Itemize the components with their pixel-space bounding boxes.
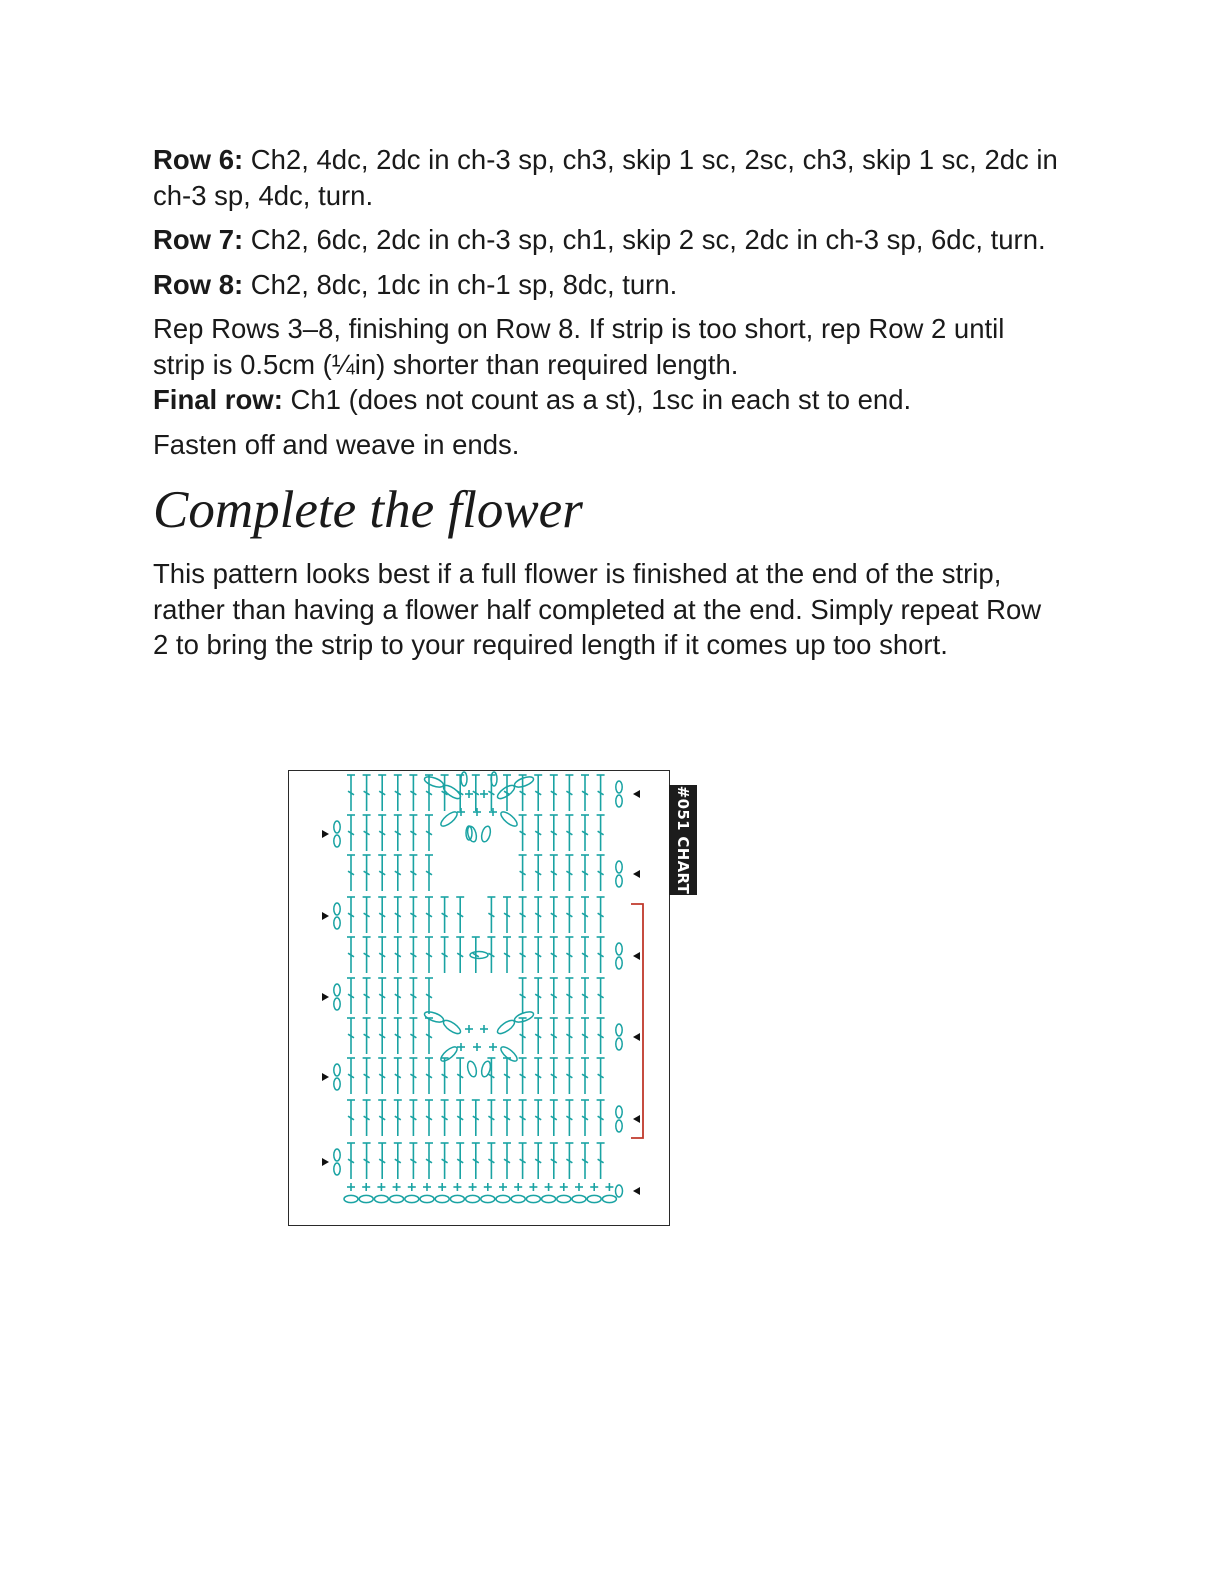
- chain-stitch: [439, 1045, 459, 1064]
- chain-stitch: [344, 1195, 358, 1202]
- chain-stitch: [616, 781, 622, 793]
- chain-stitch: [616, 861, 622, 873]
- chain-stitch: [334, 917, 340, 929]
- chain-stitch: [374, 1195, 388, 1202]
- chain-stitch: [359, 1195, 373, 1202]
- chain-stitch: [499, 810, 519, 829]
- chain-stitch: [616, 1038, 622, 1050]
- chain-stitch: [435, 1195, 449, 1202]
- chain-stitch: [334, 1078, 340, 1090]
- chain-stitch: [616, 875, 622, 887]
- chain-stitch: [334, 903, 340, 915]
- chart-tab-label: #051 CHART: [674, 785, 692, 895]
- chain-stitch: [334, 835, 340, 847]
- row-6-instruction: [153, 142, 1063, 213]
- chain-stitch: [602, 1195, 616, 1202]
- row-direction-arrow: [322, 1073, 329, 1081]
- chain-stitch: [334, 1149, 340, 1161]
- chain-stitch: [423, 775, 445, 789]
- chain-stitch: [616, 1120, 622, 1132]
- chain-stitch: [423, 1010, 445, 1024]
- row-text: Ch2, 6dc, 2dc in ch-3 sp, ch1, skip 2 sc, 2dc in ch-3 sp, 6dc, turn.: [243, 224, 1046, 255]
- final-row-instruction: [153, 382, 1063, 418]
- chain-stitch: [480, 825, 492, 843]
- row-text: Ch1 (does not count as a st), 1sc in each st to end.: [282, 384, 912, 415]
- chain-stitch: [334, 984, 340, 996]
- chain-stitch: [616, 957, 622, 969]
- row-label: Final row:: [153, 384, 283, 415]
- chain-stitch: [572, 1195, 586, 1202]
- row-7-instruction: [153, 222, 1063, 258]
- chain-stitch: [405, 1195, 419, 1202]
- fasten-off-instruction: Fasten off and weave in ends.: [153, 428, 520, 460]
- chain-stitch: [439, 810, 459, 829]
- chain-stitch: [511, 1195, 525, 1202]
- row-direction-arrow: [322, 1158, 329, 1166]
- chain-stitch: [470, 952, 488, 959]
- chain-stitch: [526, 1195, 540, 1202]
- pattern-text: [153, 142, 1063, 672]
- chain-stitch: [496, 1018, 517, 1036]
- chain-stitch: [499, 1045, 519, 1064]
- chain-stitch: [587, 1195, 601, 1202]
- chain-stitch: [420, 1195, 434, 1202]
- row-direction-arrow: [633, 870, 640, 878]
- chain-stitch: [616, 1106, 622, 1118]
- chain-stitch: [542, 1195, 556, 1202]
- section-heading: Complete the flower: [153, 481, 583, 539]
- chain-stitch: [513, 775, 535, 789]
- row-direction-arrow: [633, 790, 640, 798]
- row-label: Row 8:: [153, 268, 244, 300]
- chain-stitch: [616, 943, 622, 955]
- chain-stitch: [481, 1195, 495, 1202]
- row-label: Row 6:: [153, 144, 244, 175]
- chain-stitch: [461, 772, 467, 786]
- stitch-chart-graphic: [289, 771, 669, 1225]
- chain-stitch: [334, 1163, 340, 1175]
- row-text: Ch2, 8dc, 1dc in ch-1 sp, 8dc, turn.: [243, 268, 678, 300]
- row-direction-arrow: [322, 830, 329, 838]
- repeat-bracket: [625, 900, 649, 1145]
- chain-stitch: [513, 1010, 535, 1024]
- repeat-instruction: Rep Rows 3–8, finishing on Row 8. If strip is too short, rep Row 2 until strip is 0.5cm (¼in) shorter than required length.: [153, 313, 1005, 380]
- row-direction-arrow: [322, 993, 329, 1001]
- chain-stitch: [616, 795, 622, 807]
- chain-stitch: [466, 1060, 478, 1078]
- row-direction-arrow: [322, 912, 329, 920]
- stitch-chart: [288, 770, 670, 1226]
- chain-stitch: [390, 1195, 404, 1202]
- row-label: Row 7:: [153, 224, 244, 255]
- chain-stitch: [557, 1195, 571, 1202]
- chain-stitch: [450, 1195, 464, 1202]
- chain-stitch: [334, 998, 340, 1010]
- chain-stitch: [334, 1064, 340, 1076]
- row-8-instruction: [153, 267, 1063, 303]
- row-text: Ch2, 4dc, 2dc in ch-3 sp, ch3, skip 1 sc, 2sc, ch3, skip 1 sc, 2dc in ch-3 sp, 4dc, turn.: [153, 144, 1058, 211]
- chain-stitch: [442, 1018, 463, 1036]
- chain-stitch: [334, 821, 340, 833]
- row-direction-arrow: [633, 1187, 640, 1195]
- chain-stitch: [616, 1185, 623, 1197]
- chain-stitch: [496, 1195, 510, 1202]
- chain-stitch: [466, 1195, 480, 1202]
- chart-frame: [288, 770, 670, 1226]
- chain-stitch: [616, 1024, 622, 1036]
- section-body: This pattern looks best if a full flower is finished at the end of the strip, rather than having a flower half completed at the end. Simply repeat Row 2 to bring the strip to your required length if it comes up too short.: [153, 558, 1042, 660]
- chart-tab: [669, 785, 697, 895]
